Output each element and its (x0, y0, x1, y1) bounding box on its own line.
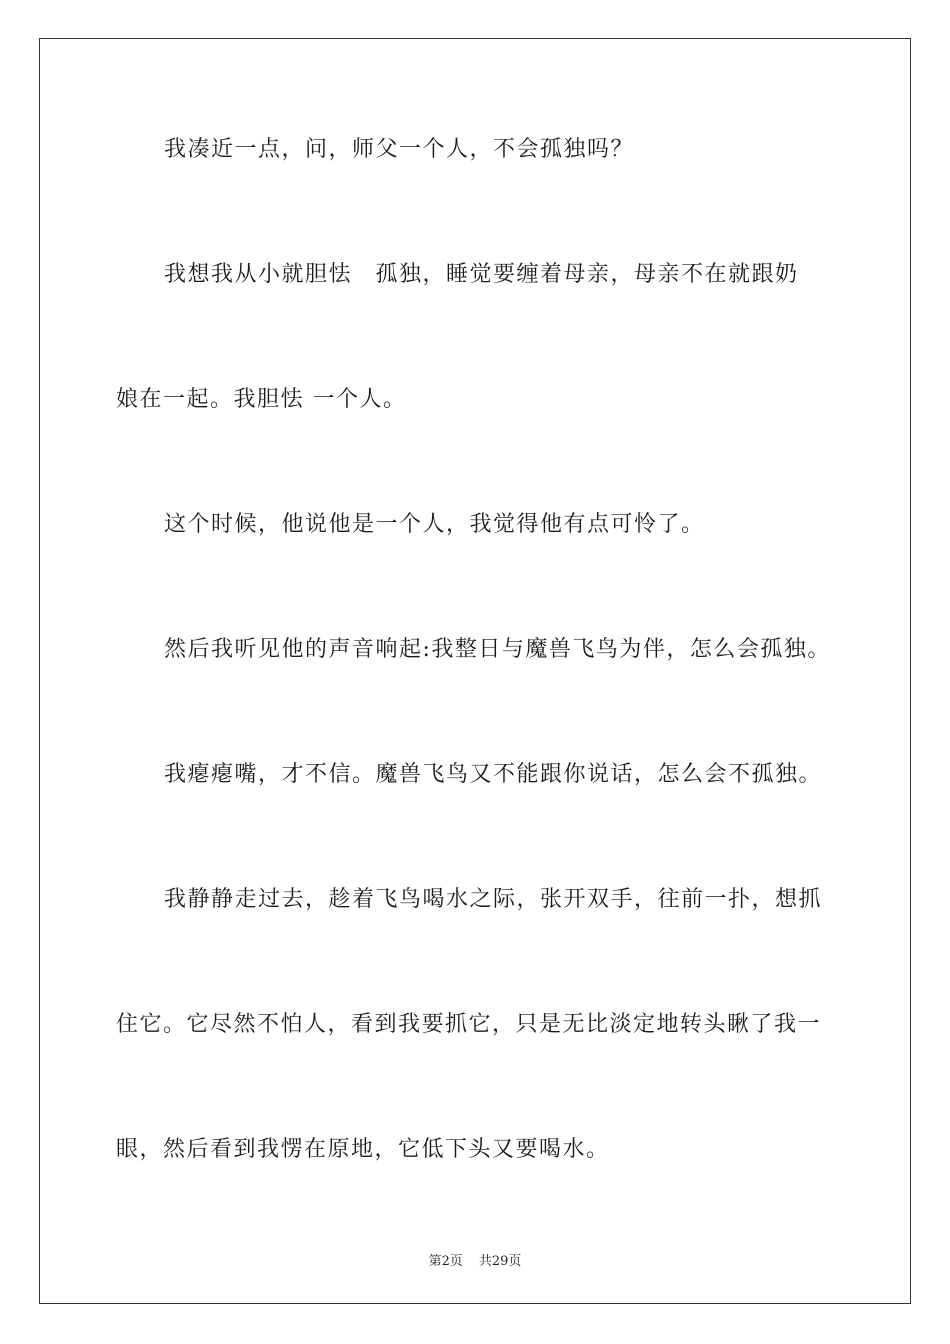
page-number: 第2页 (428, 1254, 463, 1269)
page-frame (39, 38, 911, 1304)
paragraph-line: 然后我听见他的声音响起:我整日与魔兽飞鸟为伴，怎么会孤独。 (164, 637, 831, 662)
paragraph-line: 眼，然后看到我愣在原地，它低下头又要喝水。 (116, 1137, 610, 1162)
page-footer (0, 1250, 950, 1269)
paragraph-line: 我瘪瘪嘴，才不信。魔兽飞鸟又不能跟你说话，怎么会不孤独。 (164, 762, 823, 787)
paragraph-line: 我静静走过去，趁着飞鸟喝水之际，张开双手，往前一扑，想抓 (164, 887, 823, 912)
paragraph-line: 我想我从小就胆怯 孤独，睡觉要缠着母亲，母亲不在就跟奶 (164, 262, 799, 287)
paragraph-line: 住它。它尽然不怕人，看到我要抓它，只是无比淡定地转头瞅了我一 (116, 1012, 822, 1037)
paragraph-line: 我凑近一点，问，师父一个人，不会孤独吗？ (164, 137, 635, 162)
paragraph-line: 这个时候，他说他是一个人，我觉得他有点可怜了。 (164, 512, 705, 537)
page-total: 共29页 (478, 1254, 522, 1269)
paragraph-line: 娘在一起。我胆怯 一个人。 (116, 387, 407, 412)
